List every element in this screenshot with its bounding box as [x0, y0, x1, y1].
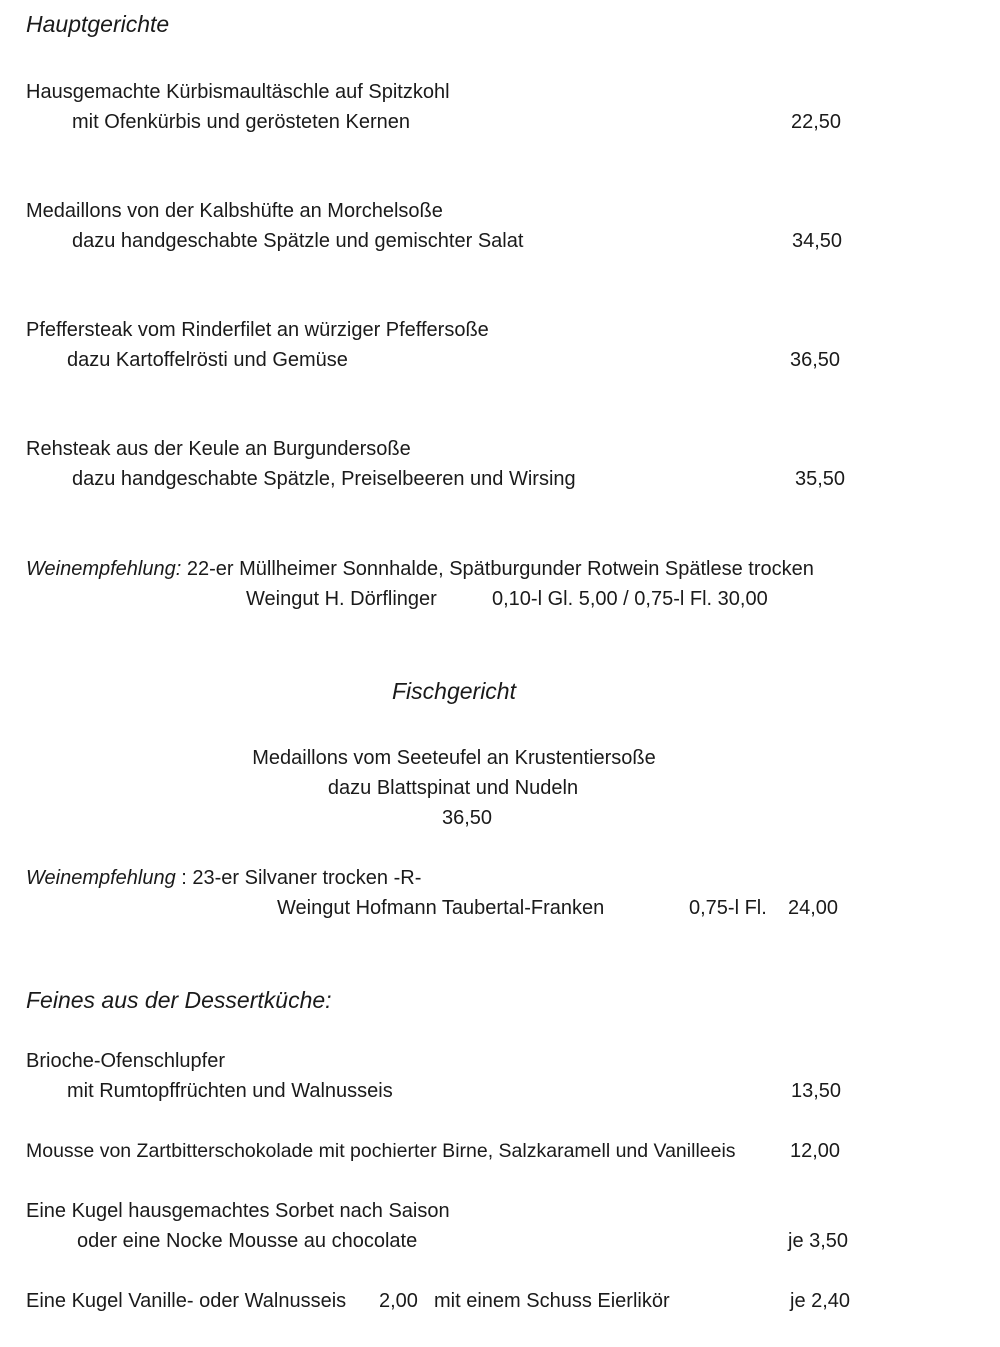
fish-dish-description: dazu Blattspinat und Nudeln: [327, 777, 579, 799]
dessert-price: 13,50: [791, 1080, 842, 1102]
dish-price: 34,50: [792, 230, 843, 252]
dessert-extra: mit einem Schuss Eierlikör: [434, 1290, 670, 1312]
dish-price: 35,50: [795, 468, 846, 490]
dish-price: 22,50: [791, 111, 842, 133]
wine-producer: Weingut Hofmann Taubertal-Franken: [277, 897, 605, 919]
wine-producer: Weingut H. Dörflinger: [246, 588, 437, 610]
dessert-description: mit Rumtopffrüchten und Walnusseis: [67, 1080, 393, 1102]
dessert-price-single: 2,00: [379, 1290, 418, 1312]
dish-title: Rehsteak aus der Keule an Burgundersoße: [26, 438, 411, 460]
wine-text: : 23-er Silvaner trocken -R-: [175, 867, 422, 889]
dessert-title: Eine Kugel Vanille- oder Walnusseis: [26, 1290, 347, 1312]
dessert-price: 12,00: [790, 1140, 841, 1162]
dessert-title: Mousse von Zartbitterschokolade mit pochierter Birne, Salzkaramell und Vanilleeis: [26, 1140, 736, 1162]
dessert-price: je 3,50: [788, 1230, 849, 1252]
wine-recommendation: [26, 557, 814, 581]
wine-label: Weinempfehlung:: [26, 558, 182, 580]
wine-prices: 0,10-l Gl. 5,00 / 0,75-l Fl. 30,00: [492, 588, 768, 610]
dessert-title: Eine Kugel hausgemachtes Sorbet nach Saison: [26, 1200, 450, 1222]
dish-description: dazu handgeschabte Spätzle und gemischter Salat: [72, 230, 524, 252]
wine-text: 22-er Müllheimer Sonnhalde, Spätburgunder Rotwein Spätlese trocken: [181, 558, 814, 580]
dish-description: dazu Kartoffelrösti und Gemüse: [67, 349, 348, 371]
dish-price: 36,50: [790, 349, 841, 371]
dessert-title: Brioche-Ofenschlupfer: [26, 1050, 225, 1072]
fish-dish-price: 36,50: [441, 807, 493, 829]
wine-size: 0,75-l Fl.: [689, 897, 767, 919]
main-courses-heading: Hauptgerichte: [26, 11, 170, 37]
dessert-price: je 2,40: [790, 1290, 851, 1312]
fish-heading: Fischgericht: [392, 678, 516, 704]
dish-description: mit Ofenkürbis und gerösteten Kernen: [72, 111, 410, 133]
dish-description: dazu handgeschabte Spätzle, Preiselbeeren und Wirsing: [72, 468, 576, 490]
dish-title: Pfeffersteak vom Rinderfilet an würziger Pfeffersoße: [26, 319, 489, 341]
dessert-heading: Feines aus der Dessertküche:: [26, 987, 332, 1013]
dessert-description: oder eine Nocke Mousse au chocolate: [77, 1230, 418, 1252]
dish-title: Hausgemachte Kürbismaultäschle auf Spitzkohl: [26, 81, 450, 103]
fish-dish-title: Medaillons vom Seeteufel an Krustentiersoße: [252, 747, 656, 769]
wine-label: Weinempfehlung: [26, 867, 176, 889]
dish-title: Medaillons von der Kalbshüfte an Morchelsoße: [26, 200, 443, 222]
fish-wine-recommendation: [26, 866, 421, 890]
wine-price: 24,00: [788, 897, 839, 919]
